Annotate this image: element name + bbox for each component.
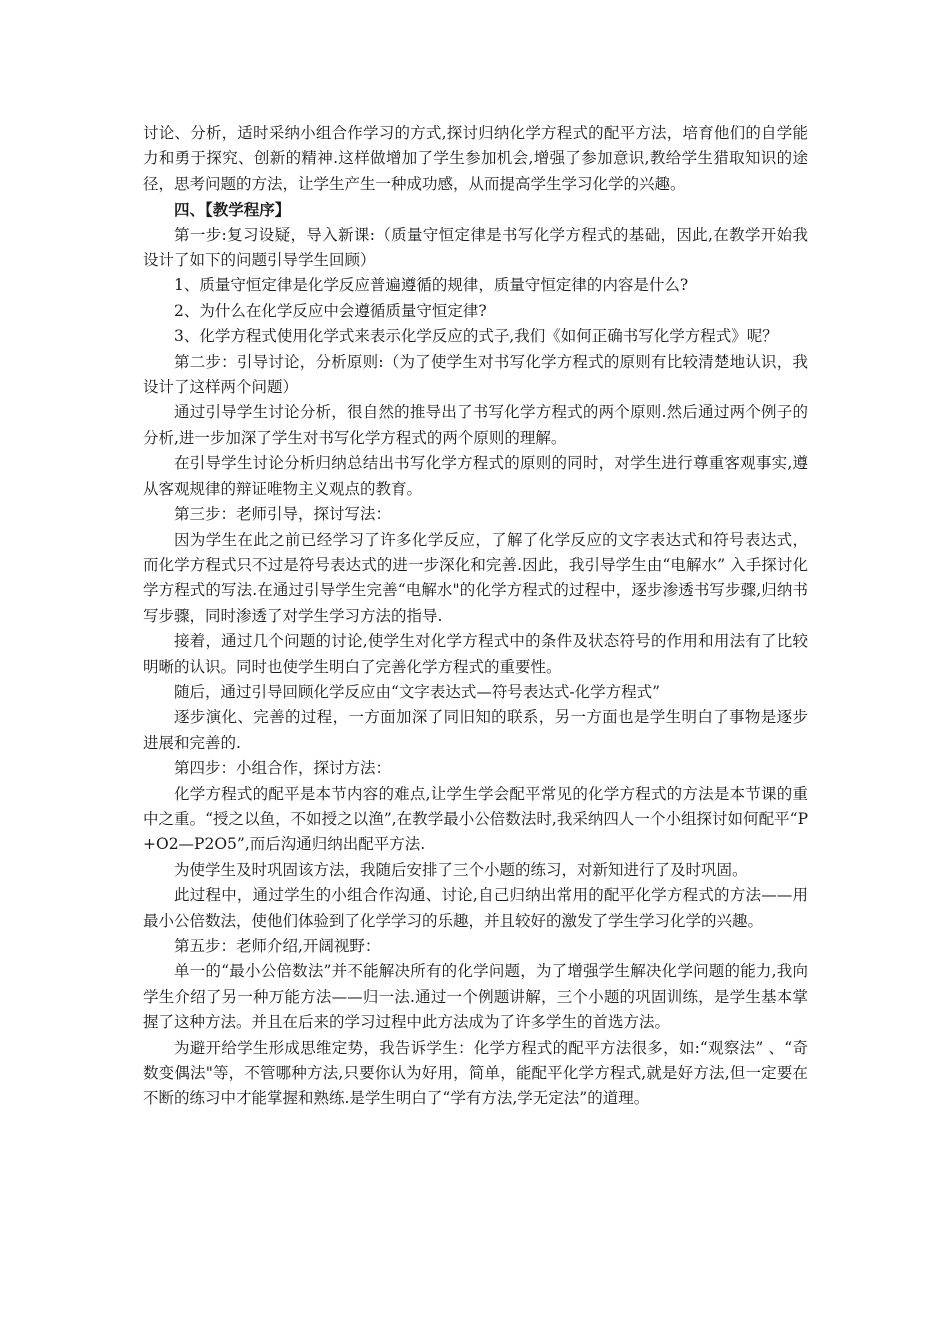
paragraph: 逐步演化、完善的过程，一方面加深了同旧知的联系，另一方面也是学生明白了事物是逐步进展和完善的. [143, 708, 808, 752]
paragraph: 接着，通过几个问题的讨论,使学生对化学方程式中的条件及状态符号的作用和用法有了比较明晰的认识。同时也使学生明白了完善化学方程式的重要性。 [143, 632, 808, 676]
step-five-heading: 第五步：老师介绍,开阔视野： [174, 937, 381, 955]
question-3: 3、化学方程式使用化学式来表示化学反应的式子,我们《如何正确书写化学方程式》呢？ [174, 327, 778, 346]
question-2: 2、为什么在化学反应中会遵循质量守恒定律? [174, 301, 487, 320]
step-four-heading: 第四步：小组合作，探讨方法： [174, 759, 392, 778]
step-one-heading: 第一步:复习设疑，导入新课:（质量守恒定律是书写化学方程式的基础，因此,在教学开始我设计了如下的问题引导学生回顾） [143, 225, 808, 270]
paragraph: 通过引导学生讨论分析，很自然的推导出了书写化学方程式的两个原则.然后通过两个例子的分析,进一步加深了学生对书写化学方程式的两个原则的理解。 [143, 403, 808, 447]
paragraph: 此过程中，通过学生的小组合作沟通、讨论,自己归纳出常用的配平化学方程式的方法——用最小公倍数法，使他们体验到了化学学习的乐趣，并且较好的激发了学生学习化学的兴趣。 [143, 886, 808, 930]
document-body [143, 121, 808, 1112]
question-1: 1、质量守恒定律是化学反应普遍遵循的规律，质量守恒定律的内容是什么? [174, 276, 689, 295]
paragraph: 在引导学生讨论分析归纳总结出书写化学方程式的原则的同时，对学生进行尊重客观事实,遵从客观规律的辩证唯物主义观点的教育。 [143, 454, 808, 498]
paragraph: 为使学生及时巩固该方法，我随后安排了三个小题的练习，对新知进行了及时巩固。 [174, 860, 748, 879]
paragraph: 为避开给学生形成思维定势，我告诉学生：化学方程式的配平方法很多，如:“观察法” 、“奇数变偶法"等，不管哪种方法,只要你认为好用，简单，能配平化学方程式,就是好方法,但一定要在不断的练习中才能掌握和熟练.是学生明白了“学有方法,学无定法”的道理。 [143, 1038, 808, 1108]
paragraph: 因为学生在此之前已经学习了许多化学反应，了解了化学反应的文字表达式和符号表达式，而化学方程式只不过是符号表达式的进一步深化和完善.因此，我引导学生由“电解水” 入手探讨化学方程式的写法.在通过引导学生完善“电解水"的化学方程式的过程中，逐步渗透书写步骤,归纳书写步骤，同时渗透了对学生学习方法的指导. [143, 530, 808, 625]
section-heading-teaching-procedure: 四、【教学程序】 [174, 200, 291, 220]
step-three-heading: 第三步：老师引导，探讨写法： [174, 505, 392, 524]
paragraph: 化学方程式的配平是本节内容的难点,让学生学会配平常见的化学方程式的方法是本节课的重中之重。“授之以鱼，不如授之以渔”,在教学最小公倍数法时,我采纳四人一个小组探讨如何配平“P+O2—P2O5”,而后沟通归纳出配平方法. [143, 784, 808, 854]
step-two-heading: 第二步：引导讨论，分析原则:（为了使学生对书写化学方程式的原则有比较清楚地认识，我设计了这样两个问题） [143, 352, 808, 397]
paragraph-intro-continuation: 讨论、分析，适时采纳小组合作学习的方式,探讨归纳化学方程式的配平方法，培育他们的自学能力和勇于探究、创新的精神.这样做增加了学生参加机会,增强了参加意识,教给学生猎取知识的途径，思考问题的方法，让学生产生一种成功感，从而提高学生学习化学的兴趣。 [143, 124, 808, 193]
paragraph: 单一的“最小公倍数法”并不能解决所有的化学问题，为了增强学生解决化学问题的能力,我向学生介绍了另一种万能方法——归一法.通过一个例题讲解，三个小题的巩固训练，是学生基本掌握了这种方法。并且在后来的学习过程中此方法成为了许多学生的首选方法。 [143, 962, 808, 1032]
paragraph: 随后，通过引导回顾化学反应由“文字表达式—符号表达式-化学方程式” [174, 682, 661, 701]
